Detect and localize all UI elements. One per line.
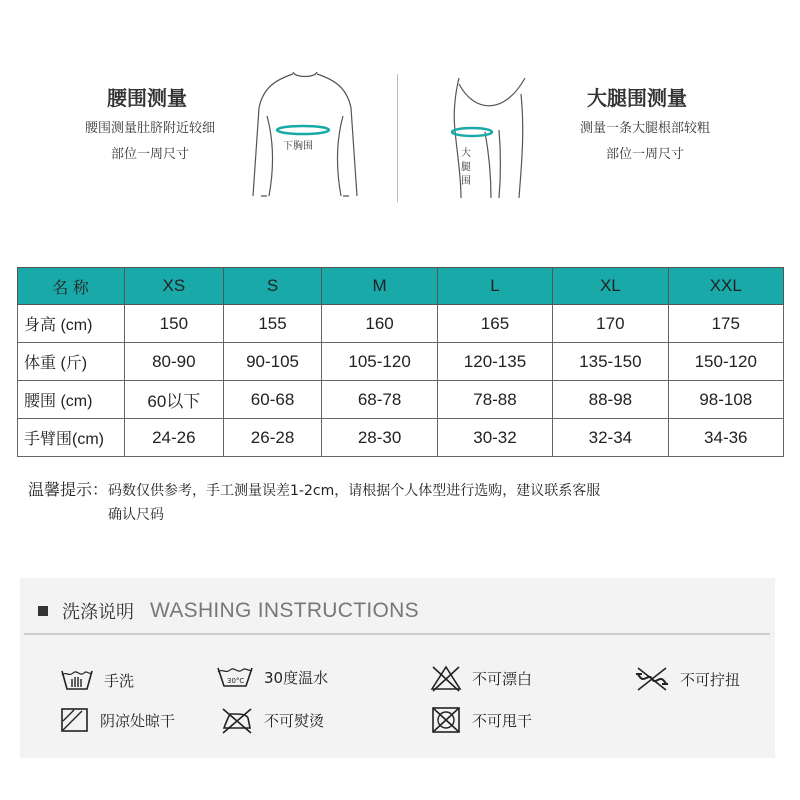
table-cell: 30-32 [437,419,552,457]
measurement-guide [0,60,800,220]
table-cell: 165 [437,305,552,343]
hand-wash-icon [60,667,94,693]
table-cell: 88-98 [553,381,668,419]
svg-text:30°C: 30°C [227,677,245,685]
tip-text: 码数仅供参考，手工测量误差1-2cm，请根据个人体型进行选购，建议联系客服 [108,483,601,499]
care-item-no-tumble-dry [430,705,532,735]
table-row [18,305,784,343]
care-label: 不可甩干 [472,711,533,730]
washing-title-en: WASHING INSTRUCTIONS [150,599,419,622]
care-label: 不可漂白 [472,669,533,688]
care-item-no-bleach [430,664,532,692]
table-header-label: 名 称 [18,268,125,305]
torso-figure-icon [245,68,365,208]
care-item-wash-30 [216,664,328,690]
header-divider [24,633,770,635]
table-cell: 150 [125,305,224,343]
size-tip [28,478,768,527]
waist-title: 腰围测量 [107,86,187,110]
size-header: XL [553,268,668,305]
table-cell: 160 [322,305,437,343]
shade-dry-icon [60,707,90,733]
size-header: S [223,268,322,305]
table-row [18,343,784,381]
table-cell: 170 [553,305,668,343]
table-row [18,419,784,457]
table-cell: 120-135 [437,343,552,381]
thigh-title: 大腿围测量 [587,86,687,110]
waist-description: 腰围测量肚脐附近较细 部位一周尺寸 [84,121,215,162]
table-cell: 150-120 [668,343,783,381]
thigh-description: 测量一条大腿根部较粗 部位一周尺寸 [579,121,710,162]
care-label: 阴凉处晾干 [100,711,176,730]
table-cell: 155 [223,305,322,343]
size-header: XXL [668,268,783,305]
table-cell: 68-78 [322,381,437,419]
size-header: M [322,268,437,305]
care-label: 不可熨烫 [264,711,325,730]
row-label: 腰围 (cm) [18,381,125,419]
tip-text-continued: 确认尺码 [108,507,164,523]
table-cell: 105-120 [322,343,437,381]
care-item-no-wring [634,666,740,692]
no-tumble-dry-icon [430,705,462,735]
size-header: XS [125,268,224,305]
thigh-figure-icon [445,74,535,204]
table-row [18,381,784,419]
table-cell: 98-108 [668,381,783,419]
table-cell: 60-68 [223,381,322,419]
care-label: 手洗 [104,671,135,690]
row-label: 体重 (斤) [18,343,125,381]
table-cell: 175 [668,305,783,343]
svg-text:围: 围 [461,176,471,187]
table-cell: 78-88 [437,381,552,419]
no-bleach-icon [430,664,462,692]
size-chart-table [17,267,784,457]
no-iron-icon [220,706,254,734]
table-cell: 90-105 [223,343,322,381]
vertical-divider [397,74,398,202]
table-cell: 32-34 [553,419,668,457]
table-cell: 26-28 [223,419,322,457]
table-cell: 28-30 [322,419,437,457]
washing-title-cn: 洗涤说明 [62,602,134,623]
table-cell: 34-36 [668,419,783,457]
washing-instructions-panel [20,578,775,758]
size-header: L [437,268,552,305]
wash-30-icon [216,664,254,690]
table-cell: 80-90 [125,343,224,381]
table-cell: 24-26 [125,419,224,457]
waist-figure-label: 下胸围 [283,141,313,152]
svg-text:大: 大 [461,148,471,159]
care-item-no-iron [220,706,324,734]
care-item-hand-wash [60,667,134,693]
no-wring-icon [634,666,670,692]
care-item-shade-dry [60,707,175,733]
row-label: 身高 (cm) [18,305,125,343]
care-label: 不可拧扭 [680,670,741,689]
row-label: 手臂围(cm) [18,419,125,457]
table-cell: 135-150 [553,343,668,381]
table-header-row [18,268,784,305]
care-label: 30度温水 [264,668,329,687]
square-bullet-icon [38,606,48,616]
tip-label: 温馨提示： [28,480,109,499]
table-cell: 60以下 [125,381,224,419]
svg-text:腿: 腿 [461,162,471,173]
washing-header [38,598,419,624]
